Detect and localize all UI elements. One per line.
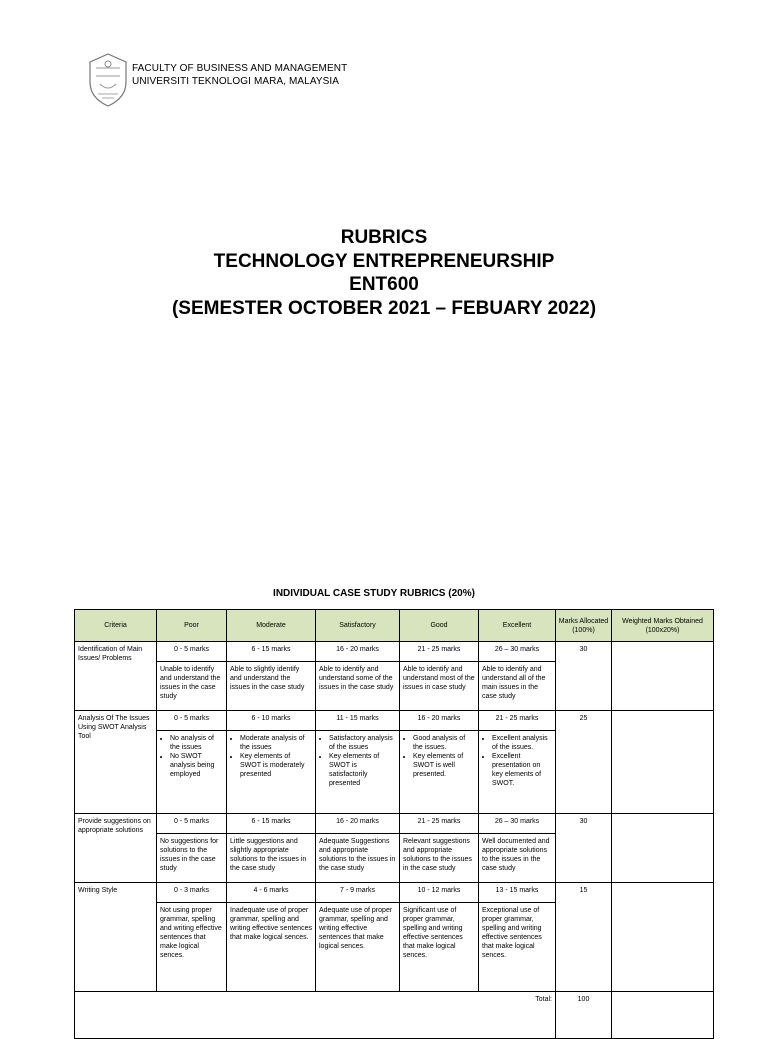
total-value: 100 [556, 992, 612, 1039]
bullet-item: • No SWOT analysis being employed [170, 752, 223, 779]
criteria-cell: Analysis Of The Issues Using SWOT Analysis Tool [75, 711, 157, 814]
range-cell: 6 - 15 marks [227, 814, 316, 834]
title-course-name: TECHNOLOGY ENTREPRENEURSHIP [213, 250, 555, 272]
marks-cell: 30 [556, 642, 612, 711]
header-good: Good [400, 610, 479, 642]
table-row [75, 814, 714, 834]
description-cell: Able to identify and understand all of the main issues in the case study [479, 662, 556, 711]
description-cell: Not using proper grammar, spelling and writing effective sentences that make logical sences. [157, 903, 227, 992]
weighted-marks-cell [612, 883, 714, 992]
document-header [86, 52, 347, 108]
description-cell: No suggestions for solutions to the issues in the case study [157, 834, 227, 883]
range-cell: 11 - 15 marks [316, 711, 400, 731]
range-cell: 16 - 20 marks [316, 814, 400, 834]
range-cell: 4 - 6 marks [227, 883, 316, 903]
range-cell: 0 - 5 marks [157, 642, 227, 662]
marks-cell: 25 [556, 711, 612, 814]
bullet-item: • Key elements of SWOT is moderately presented [240, 752, 312, 779]
total-label: Total: [75, 992, 556, 1039]
table-title: INDIVIDUAL CASE STUDY RUBRICS (20%) [273, 588, 475, 599]
range-cell: 13 - 15 marks [479, 883, 556, 903]
bullet-item: • Key elements of SWOT is satisfactorily presented [329, 752, 396, 788]
table-header-row [75, 610, 714, 642]
bullet-item: • Key elements of SWOT is well presented. [413, 752, 475, 779]
faculty-name: FACULTY OF BUSINESS AND MANAGEMENT [132, 63, 348, 74]
bullet-item: • Excellent analysis of the issues. [492, 734, 552, 752]
description-cell: Able to slightly identify and understand the issues in the case study [227, 662, 316, 711]
range-cell: 6 - 10 marks [227, 711, 316, 731]
description-cell [316, 731, 400, 814]
criteria-cell: Identification of Main Issues/ Problems [75, 642, 157, 711]
range-cell: 6 - 15 marks [227, 642, 316, 662]
bullet-item: • Good analysis of the issues. [413, 734, 475, 752]
table-row [75, 642, 714, 662]
range-cell: 16 - 20 marks [400, 711, 479, 731]
bullet-item: • Moderate analysis of the issues [240, 734, 312, 752]
description-cell: Able to identify and understand some of the issues in the case study [316, 662, 400, 711]
description-cell: Exceptional use of proper grammar, spelling and writing effective sentences that make logical sences. [479, 903, 556, 992]
title-semester: (SEMESTER OCTOBER 2021 – FEBUARY 2022) [171, 297, 597, 319]
description-cell [227, 731, 316, 814]
weighted-marks-cell [612, 814, 714, 883]
range-cell: 7 - 9 marks [316, 883, 400, 903]
description-cell: Unable to identify and understand the issues in the case study [157, 662, 227, 711]
header-poor: Poor [157, 610, 227, 642]
range-cell: 21 - 25 marks [400, 814, 479, 834]
table-row [75, 883, 714, 903]
bullet-item: • Excellent presentation on key elements of SWOT. [492, 752, 552, 788]
description-cell: Adequate Suggestions and appropriate solutions to the issues in the case study [316, 834, 400, 883]
title-course-code: ENT600 [349, 274, 419, 295]
description-cell: Relevant suggestions and appropriate solutions to the issues in the case study [400, 834, 479, 883]
range-cell: 0 - 5 marks [157, 814, 227, 834]
faculty-block [132, 52, 347, 108]
criteria-cell: Writing Style [75, 883, 157, 992]
marks-cell: 30 [556, 814, 612, 883]
range-cell: 21 - 25 marks [479, 711, 556, 731]
range-cell: 16 - 20 marks [316, 642, 400, 662]
criteria-cell: Provide suggestions on appropriate solutions [75, 814, 157, 883]
document-title [0, 226, 768, 320]
description-cell [157, 731, 227, 814]
header-criteria: Criteria [75, 610, 157, 642]
total-weighted-cell [612, 992, 714, 1039]
table-row [75, 711, 714, 731]
weighted-marks-cell [612, 642, 714, 711]
title-rubrics: RUBRICS [340, 227, 428, 248]
description-cell: Inadequate use of proper grammar, spelling and writing effective sentences that make logical sences. [227, 903, 316, 992]
description-cell [479, 731, 556, 814]
description-cell: Well documented and appropriate solutions to the issues in the case study [479, 834, 556, 883]
range-cell: 26 – 30 marks [479, 814, 556, 834]
header-moderate: Moderate [227, 610, 316, 642]
bullet-item: • No analysis of the issues [170, 734, 223, 752]
description-cell: Able to identify and understand most of the issues in case study [400, 662, 479, 711]
weighted-marks-cell [612, 711, 714, 814]
range-cell: 10 - 12 marks [400, 883, 479, 903]
rubrics-table [74, 609, 714, 1039]
description-cell: Little suggestions and slightly appropriate solutions to the issues in the case study [227, 834, 316, 883]
range-cell: 0 - 3 marks [157, 883, 227, 903]
range-cell: 21 - 25 marks [400, 642, 479, 662]
description-cell: Significant use of proper grammar, spelling and writing effective sentences that make logical sences. [400, 903, 479, 992]
university-name: UNIVERSITI TEKNOLOGI MARA, MALAYSIA [132, 76, 340, 87]
marks-cell: 15 [556, 883, 612, 992]
total-row [75, 992, 714, 1039]
bullet-item: • Satisfactory analysis of the issues [329, 734, 396, 752]
header-excellent: Excellent [479, 610, 556, 642]
description-cell: Adequate use of proper grammar, spelling and writing effective sentences that make logical sences. [316, 903, 400, 992]
range-cell: 0 - 5 marks [157, 711, 227, 731]
header-weighted-marks: Weighted Marks Obtained (100x20%) [612, 610, 714, 642]
header-marks-allocated: Marks Allocated (100%) [556, 610, 612, 642]
description-cell [400, 731, 479, 814]
header-satisfactory: Satisfactory [316, 610, 400, 642]
range-cell: 26 – 30 marks [479, 642, 556, 662]
uitm-logo-icon [86, 52, 130, 108]
